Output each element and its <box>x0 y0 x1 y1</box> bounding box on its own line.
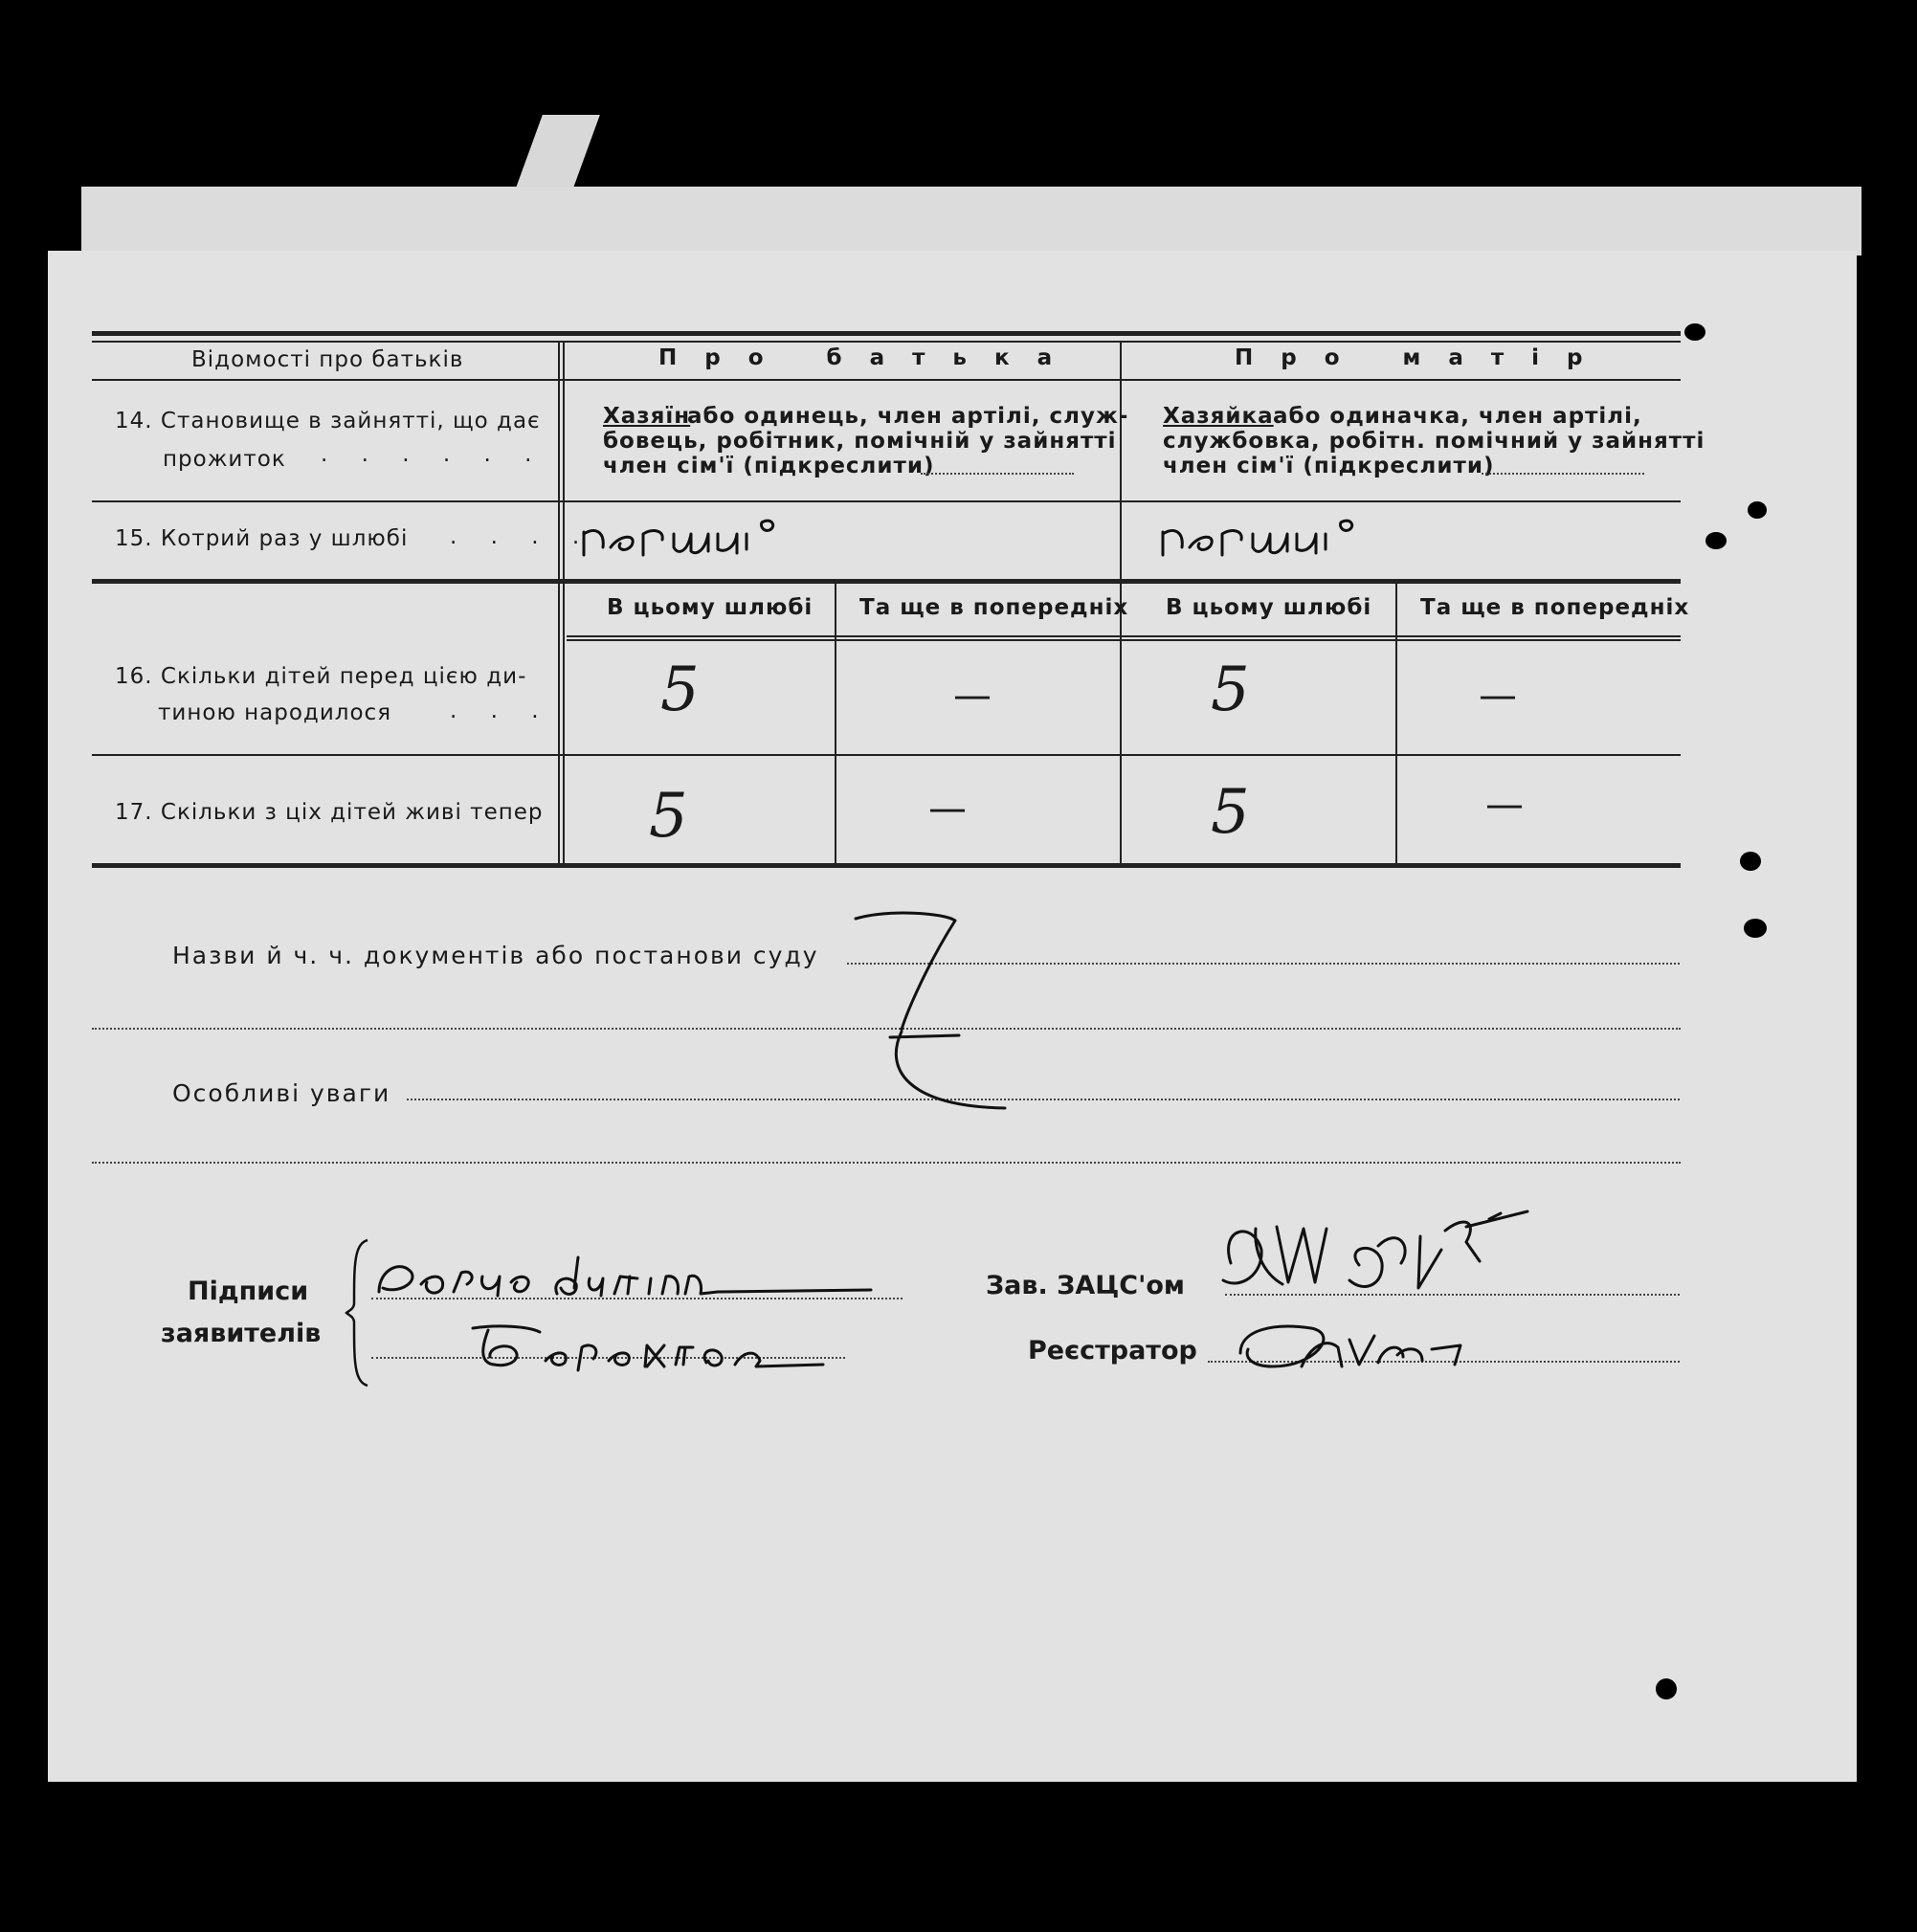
row17-label: 17. Скільки з ціх дітей живі тепер <box>115 800 544 825</box>
row14-father-dots <box>921 473 1074 475</box>
signature-applicant-1 <box>373 1250 909 1307</box>
col-divider-mother-sub <box>1395 584 1397 863</box>
documents-z-mark <box>852 905 1024 1125</box>
row15-father-handwriting <box>574 505 861 572</box>
row14-label-line1: 14. Становище в зайнятті, що дає <box>115 409 541 433</box>
punch-hole <box>1744 919 1767 938</box>
subheader-mother-previous: Та ще в попередніх <box>1420 595 1690 620</box>
punch-hole <box>1748 501 1767 519</box>
head-of-registry-label: Зав. ЗАЦС'ом <box>986 1271 1185 1300</box>
row16-label-line2: тиною народилося <box>158 700 392 725</box>
signatures-label-line2: заявителів <box>161 1319 322 1348</box>
subheader-bottom-rule-2 <box>567 639 1681 641</box>
perforated-strip <box>81 187 1861 255</box>
registrar-signature <box>1235 1311 1522 1388</box>
notes-line-1 <box>407 1099 1680 1100</box>
row16-mother-in-marriage: 5 <box>1211 655 1251 725</box>
signatures-label-line1: Підписи <box>188 1277 309 1306</box>
head-of-registry-signature <box>1215 1208 1541 1322</box>
header-mother: Про матір <box>1235 345 1611 370</box>
documents-label: Назви й ч. ч. документів або постанови суду <box>172 942 819 969</box>
registrar-label: Реєстратор <box>1028 1336 1197 1366</box>
subheader-father-in-marriage: В цьому шлюбі <box>607 595 814 620</box>
row16-leader-dots: . . . <box>450 699 552 723</box>
col-divider <box>558 341 560 863</box>
row14-bottom-rule <box>92 500 1681 502</box>
row14-father-underlined-word: Хазяїн <box>603 404 691 429</box>
subheader-father-previous: Та ще в попередніх <box>859 595 1129 620</box>
row15-bottom-rule <box>92 579 1681 584</box>
row14-father-line3: член сім'ї (підкреслити) <box>603 454 935 478</box>
row14-mother-dots <box>1482 473 1644 475</box>
punch-hole <box>1684 323 1705 341</box>
subheader-mother-in-marriage: В цьому шлюбі <box>1166 595 1372 620</box>
notes-line-2 <box>92 1162 1681 1164</box>
row15-leader-dots: . . . . <box>450 524 593 549</box>
punch-hole <box>1705 532 1727 549</box>
header-father: Про батька <box>658 345 1081 370</box>
row14-father-line2: бовець, робітник, помічній у зайнятті <box>603 429 1117 454</box>
row17-mother-previous: — <box>1485 783 1525 827</box>
row14-father-line1: або одинець, член артілі, служ- <box>687 404 1129 429</box>
row14-label-line2: прожиток <box>163 447 286 472</box>
subheader-bottom-rule <box>567 635 1681 637</box>
punch-hole <box>1740 852 1761 871</box>
row14-mother-line2: службовка, робітн. помічний у зайнятті <box>1163 429 1705 454</box>
row14-mother-line3: член сім'ї (підкреслити) <box>1163 454 1495 478</box>
row15-mother-handwriting <box>1153 505 1440 572</box>
signatures-brace <box>345 1236 373 1389</box>
row14-mother-underlined-word: Хазяйка <box>1163 404 1274 429</box>
header-info-label: Відомості про батьків <box>191 347 464 372</box>
row15-label: 15. Котрий раз у шлюбі <box>115 526 409 551</box>
row17-mother-in-marriage: 5 <box>1211 777 1251 848</box>
col-divider-2 <box>563 341 565 863</box>
table-top-rule-2 <box>92 341 1681 343</box>
row16-bottom-rule <box>92 754 1681 756</box>
row14-leader-dots: . . . . . . <box>321 442 546 467</box>
row17-father-in-marriage: 5 <box>649 781 689 852</box>
notes-label: Особливі уваги <box>172 1079 391 1107</box>
row17-father-previous: — <box>928 787 968 831</box>
header-bottom-rule <box>92 379 1681 381</box>
row16-father-previous: — <box>953 674 992 718</box>
row16-label-line1: 16. Скільки дітей перед цією ди- <box>115 664 527 689</box>
row16-mother-previous: — <box>1479 674 1518 718</box>
table-bottom-rule <box>92 863 1681 868</box>
signature-applicant-2 <box>459 1321 861 1378</box>
table-top-rule <box>92 331 1681 336</box>
col-divider-father-sub <box>835 584 836 863</box>
row16-father-in-marriage: 5 <box>660 655 701 725</box>
punch-hole <box>1656 1678 1677 1699</box>
row14-mother-line1: або одиначка, член артілі, <box>1273 404 1642 429</box>
